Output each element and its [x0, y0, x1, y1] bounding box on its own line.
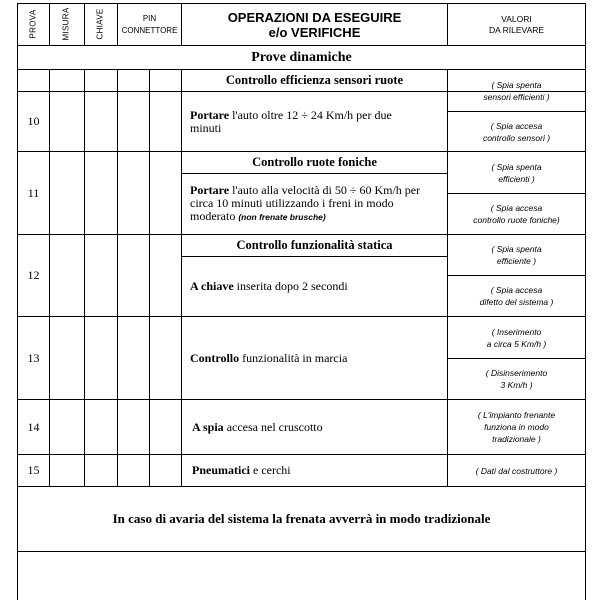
expected-value: ( Inserimento a circa 5 Km/h ) — [486, 326, 547, 349]
test-number: 11 — [27, 185, 40, 200]
header-operazioni-line1: OPERAZIONI DA ESEGUIRE — [227, 9, 402, 25]
header-prova: PROVA — [28, 9, 38, 39]
expected-value: ( Spia spenta efficiente ) — [491, 244, 542, 266]
header-pin-connettore — [118, 4, 181, 45]
desc-keyword: A chiave — [190, 279, 234, 293]
rule — [181, 69, 182, 486]
desc-text: l'auto oltre 12 ÷ 24 Km/h per due minuti — [190, 107, 392, 135]
test-heading: Controllo funzionalità statica — [236, 238, 393, 252]
test-description — [190, 92, 420, 151]
rule — [84, 3, 85, 45]
footer-note: In caso di avaria del sistema la frenata avverrà in modo tradizionale — [112, 511, 491, 526]
desc-keyword: Pneumatici — [192, 463, 250, 477]
test-description — [190, 317, 440, 399]
header-pin-line1: PIN — [142, 13, 157, 23]
header-operazioni — [182, 4, 447, 45]
rule — [49, 69, 50, 486]
rule — [49, 3, 50, 45]
test-description — [192, 400, 442, 454]
header-pin-line2: CONNETTORE — [121, 25, 178, 35]
expected-value: ( Disinserimento 3 Km/h ) — [485, 368, 548, 390]
expected-value: ( L'impianto frenante funziona in modo tradizionale ) — [477, 410, 556, 444]
header-valori — [448, 4, 585, 45]
header-valori-line2: DA RILEVARE — [488, 24, 545, 35]
expected-value: ( Spia accesa controllo sensori ) — [482, 120, 551, 143]
test-number: 10 — [27, 114, 40, 128]
header-misura: MISURA — [61, 7, 71, 41]
desc-keyword: A spia — [192, 419, 224, 434]
test-number: 13 — [27, 350, 40, 365]
rule — [84, 69, 85, 486]
rule — [117, 69, 118, 486]
border-right — [585, 3, 586, 600]
desc-text: inserita dopo 2 secondi — [233, 279, 348, 293]
desc-text: funzionalità in marcia — [239, 350, 348, 365]
desc-text: l'auto alla velocità di 50 ÷ 60 Km/h per circa 10 minuti utilizzando i freni in modo moderato — [190, 183, 421, 223]
test-description — [190, 174, 440, 234]
test-heading: Controllo ruote foniche — [252, 155, 377, 169]
expected-value: ( Spia spenta efficienti ) — [491, 161, 542, 184]
desc-note: (non frenate brusche) — [238, 212, 326, 222]
test-description — [190, 257, 440, 316]
test-number: 15 — [27, 463, 40, 477]
rule — [17, 551, 586, 552]
test-number: 14 — [27, 419, 40, 434]
rule — [149, 69, 150, 486]
expected-value: ( Spia accesa controllo ruote foniche) — [473, 203, 560, 225]
expected-value: ( Spia accesa difetto del sistema ) — [479, 285, 554, 307]
section-title: Prove dinamiche — [251, 49, 352, 65]
header-chiave: CHIAVE — [95, 8, 105, 40]
desc-keyword: Portare — [190, 107, 230, 122]
expected-value: ( Dati dal costruttore ) — [475, 465, 558, 476]
desc-keyword: Controllo — [190, 350, 240, 365]
desc-keyword: Portare — [190, 183, 230, 197]
header-valori-line1: VALORI — [501, 13, 532, 24]
header-operazioni-line2: e/o VERIFICHE — [268, 24, 361, 40]
test-description — [192, 455, 442, 486]
desc-text: accesa nel cruscotto — [223, 419, 323, 434]
test-number: 12 — [27, 268, 40, 282]
test-heading: Controllo efficienza sensori ruote — [225, 73, 404, 87]
desc-text: e cerchi — [250, 463, 291, 477]
expected-value: ( Spia spenta sensori efficienti ) — [483, 79, 550, 102]
